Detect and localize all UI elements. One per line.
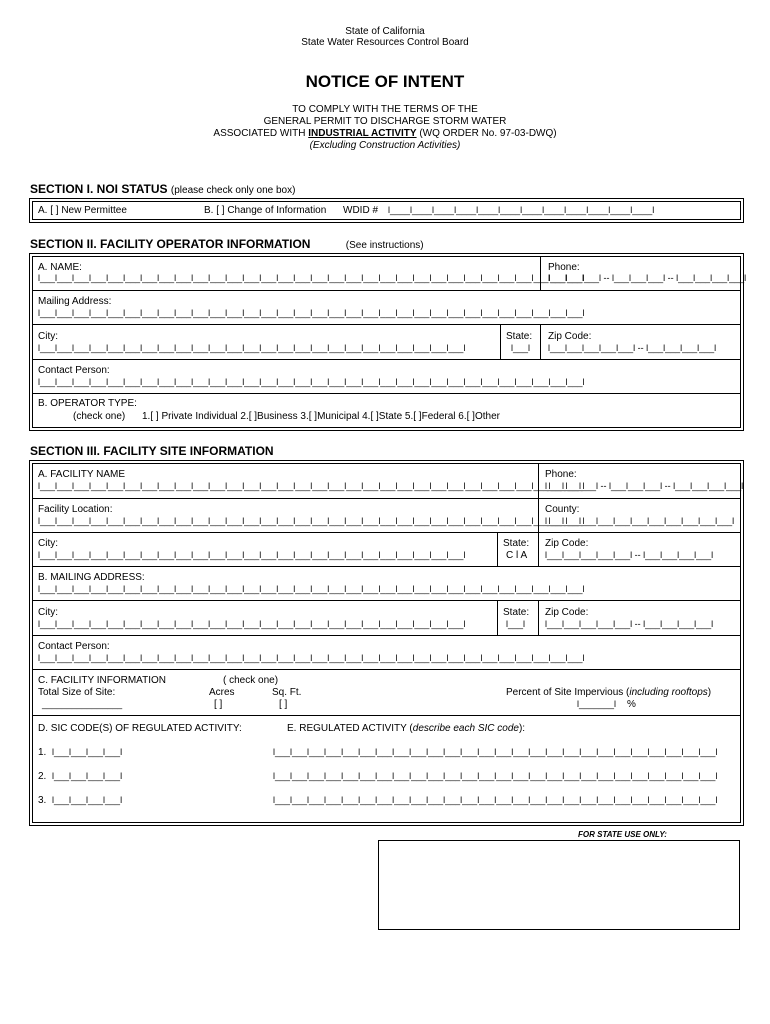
new-permittee-option[interactable]: A. [ ] New Permittee <box>38 205 127 216</box>
operator-contact-row <box>33 360 740 394</box>
divider <box>538 601 539 635</box>
regulated-activity-label <box>287 723 525 734</box>
reg-pre: E. REGULATED ACTIVITY ( <box>287 723 413 734</box>
regulated-activity-1-input[interactable]: l___l___l___l___l___l___l___l___l___l___l___l___l___l___l___l___l___l___l___l___l___l___l___l___l___l___l <box>273 747 718 757</box>
operator-state-label: State: <box>506 331 533 342</box>
wdid-input[interactable]: l____l____l____l____l____l____l____l____l____l____l____l____l <box>388 205 655 215</box>
regulated-activity-3-input[interactable]: l___l___l___l___l___l___l___l___l___l___l___l___l___l___l___l___l___l___l___l___l___l___l___l___l___l___l <box>273 795 718 805</box>
operator-contact-input[interactable]: l___l___l___l___l___l___l___l___l___l___l___l___l___l___l___l___l___l___l___l___l___l___l___l___l___l___l___l___l___l___l___l___l <box>38 377 585 387</box>
header-block <box>0 26 770 48</box>
section-2-note: (See instructions) <box>345 240 424 251</box>
reg-italic: describe each SIC code <box>412 723 519 734</box>
facility-phone-label: Phone: <box>545 469 577 480</box>
wdid-label: WDID # <box>343 205 378 216</box>
operator-mailing-label: Mailing Address: <box>38 296 112 307</box>
section-3-heading: SECTION III. FACILITY SITE INFORMATION <box>30 444 274 458</box>
facility-city-label: City: <box>38 538 58 549</box>
impervious-post: ) <box>707 687 712 698</box>
facility-city-input[interactable]: l___l___l___l___l___l___l___l___l___l___l___l___l___l___l___l___l___l___l___l___l___l___l___l___l___l <box>38 550 466 560</box>
sic-code-2-input[interactable]: l___l___l___l___l <box>52 771 123 781</box>
subtitle-line-2: GENERAL PERMIT TO DISCHARGE STORM WATER <box>263 116 507 127</box>
operator-zip-input[interactable]: l___l___l___l___l___l -- l___l___l___l___l <box>548 343 717 353</box>
divider <box>497 601 498 635</box>
total-size-input[interactable]: ________________ <box>42 699 123 709</box>
site-zip-input[interactable]: l___l___l___l___l___l -- l___l___l___l___l <box>545 619 714 629</box>
facility-state-label: State: <box>503 538 530 549</box>
operator-contact-label: Contact Person: <box>38 365 110 376</box>
state-use-only-box <box>378 840 740 930</box>
facility-location-label: Facility Location: <box>38 504 113 515</box>
site-info-box <box>32 463 744 823</box>
site-city-input[interactable]: l___l___l___l___l___l___l___l___l___l___l___l___l___l___l___l___l___l___l___l___l___l___l___l___l___l <box>38 619 466 629</box>
reg-post: ): <box>518 723 526 734</box>
facility-city-row <box>33 533 740 567</box>
site-state-input[interactable]: l___l <box>506 619 526 629</box>
sic-number-2: 2. <box>38 771 47 782</box>
operator-type-check-note: (check one) <box>73 411 126 422</box>
facility-location-input[interactable]: l___l___l___l___l___l___l___l___l___l___l___l___l___l___l___l___l___l___l___l___l___l___l___l___l___l___l___l___l___l___l___l___l <box>38 516 585 526</box>
operator-city-input[interactable]: l___l___l___l___l___l___l___l___l___l___l___l___l___l___l___l___l___l___l___l___l___l___l___l___l___l <box>38 343 466 353</box>
section-1-note: (please check only one box) <box>170 185 296 196</box>
facility-info-check-note: ( check one) <box>223 675 279 686</box>
impervious-label <box>506 687 711 698</box>
divider <box>497 533 498 566</box>
facility-county-label: County: <box>545 504 580 515</box>
sic-number-1: 1. <box>38 747 47 758</box>
facility-county-input[interactable]: l___l___l___l___l___l___l___l___l___l___l___l <box>545 516 735 526</box>
subtitle-3-pre: ASSOCIATED WITH <box>213 128 309 139</box>
operator-phone-input[interactable]: l___l___l___l -- l___l___l___l -- l___l___l___l___l <box>548 273 747 283</box>
facility-zip-label: Zip Code: <box>545 538 589 549</box>
sic-code-3-input[interactable]: l___l___l___l___l <box>52 795 123 805</box>
divider <box>500 325 501 359</box>
percent-sign: % <box>627 699 636 710</box>
operator-zip-label: Zip Code: <box>548 331 592 342</box>
change-info-option[interactable]: B. [ ] Change of Information <box>204 205 327 216</box>
section-1-title: SECTION I. NOI STATUS <box>30 182 168 196</box>
sic-code-1-input[interactable]: l___l___l___l___l <box>52 747 123 757</box>
sic-codes-label: D. SIC CODE(S) OF REGULATED ACTIVITY: <box>38 723 242 734</box>
noi-status-box <box>32 201 741 220</box>
acres-label: Acres <box>209 687 235 698</box>
site-state-label: State: <box>503 607 530 618</box>
subtitle-block <box>0 104 770 152</box>
total-size-label: Total Size of Site: <box>38 687 116 698</box>
operator-type-label: B. OPERATOR TYPE: <box>38 398 137 409</box>
operator-city-label: City: <box>38 331 58 342</box>
site-contact-label: Contact Person: <box>38 641 110 652</box>
operator-info-box <box>32 256 747 428</box>
facility-name-input[interactable]: l___l___l___l___l___l___l___l___l___l___l___l___l___l___l___l___l___l___l___l___l___l___l___l___l___l___l___l___l___l___l___l___l <box>38 481 585 491</box>
site-mailing-row <box>33 567 740 601</box>
divider <box>540 325 541 359</box>
operator-city-row <box>33 325 740 360</box>
facility-location-row <box>33 499 740 533</box>
operator-name-label: A. NAME: <box>38 262 82 273</box>
regulated-activity-2-input[interactable]: l___l___l___l___l___l___l___l___l___l___l___l___l___l___l___l___l___l___l___l___l___l___l___l___l___l___l <box>273 771 718 781</box>
operator-name-row <box>33 257 747 291</box>
facility-name-row <box>33 464 744 499</box>
facility-state-value: C l A <box>506 550 528 561</box>
subtitle-line-3 <box>0 128 770 140</box>
impervious-italic: including rooftops <box>629 687 708 698</box>
sqft-checkbox[interactable]: [ ] <box>279 699 288 710</box>
subtitle-line-4: (Excluding Construction Activities) <box>309 140 461 151</box>
subtitle-line-1: TO COMPLY WITH THE TERMS OF THE <box>292 104 478 115</box>
section-2-title: SECTION II. FACILITY OPERATOR INFORMATION <box>30 237 311 251</box>
operator-mailing-input[interactable]: l___l___l___l___l___l___l___l___l___l___l___l___l___l___l___l___l___l___l___l___l___l___l___l___l___l___l___l___l___l___l___l___l <box>38 308 585 318</box>
subtitle-3-underlined: INDUSTRIAL ACTIVITY <box>308 128 417 139</box>
facility-zip-input[interactable]: l___l___l___l___l___l -- l___l___l___l___l <box>545 550 714 560</box>
form-title: NOTICE OF INTENT <box>305 72 465 91</box>
section-1-heading <box>30 182 295 196</box>
site-contact-input[interactable]: l___l___l___l___l___l___l___l___l___l___l___l___l___l___l___l___l___l___l___l___l___l___l___l___l___l___l___l___l___l___l___l___l <box>38 653 585 663</box>
board-line: State Water Resources Control Board <box>301 37 469 48</box>
subtitle-3-post: (WQ ORDER No. 97-03-DWQ) <box>416 128 557 139</box>
operator-type-options[interactable]: 1.[ ] Private Individual 2.[ ]Business 3.[ ]Municipal 4.[ ]State 5.[ ]Federal 6.[ ]Other <box>142 411 500 422</box>
sqft-label: Sq. Ft. <box>272 687 302 698</box>
site-zip-label: Zip Code: <box>545 607 589 618</box>
site-city-row <box>33 601 740 636</box>
site-city-label: City: <box>38 607 58 618</box>
facility-phone-input[interactable]: l___l___l___l -- l___l___l___l -- l___l___l___l___l <box>545 481 744 491</box>
site-contact-row <box>33 636 740 670</box>
divider <box>538 533 539 566</box>
acres-checkbox[interactable]: [ ] <box>214 699 223 710</box>
impervious-pre: Percent of Site Impervious ( <box>506 687 630 698</box>
operator-mailing-row <box>33 291 740 325</box>
state-line: State of California <box>345 26 425 37</box>
impervious-input[interactable]: l_______l <box>577 699 617 709</box>
sic-number-3: 3. <box>38 795 47 806</box>
state-use-only-label: FOR STATE USE ONLY: <box>578 830 667 839</box>
facility-name-label: A. FACILITY NAME <box>38 469 126 480</box>
facility-info-label: C. FACILITY INFORMATION <box>38 675 166 686</box>
site-mailing-input[interactable]: l___l___l___l___l___l___l___l___l___l___l___l___l___l___l___l___l___l___l___l___l___l___l___l___l___l___l___l___l___l___l___l___l <box>38 584 585 594</box>
section-2-heading <box>30 237 424 251</box>
site-mailing-label: B. MAILING ADDRESS: <box>38 572 145 583</box>
operator-name-input[interactable]: l___l___l___l___l___l___l___l___l___l___l___l___l___l___l___l___l___l___l___l___l___l___l___l___l___l___l___l___l___l___l___l___l <box>38 273 585 283</box>
operator-phone-label: Phone: <box>548 262 580 273</box>
facility-info-row <box>33 670 740 716</box>
operator-state-input[interactable]: l___l <box>511 343 531 353</box>
